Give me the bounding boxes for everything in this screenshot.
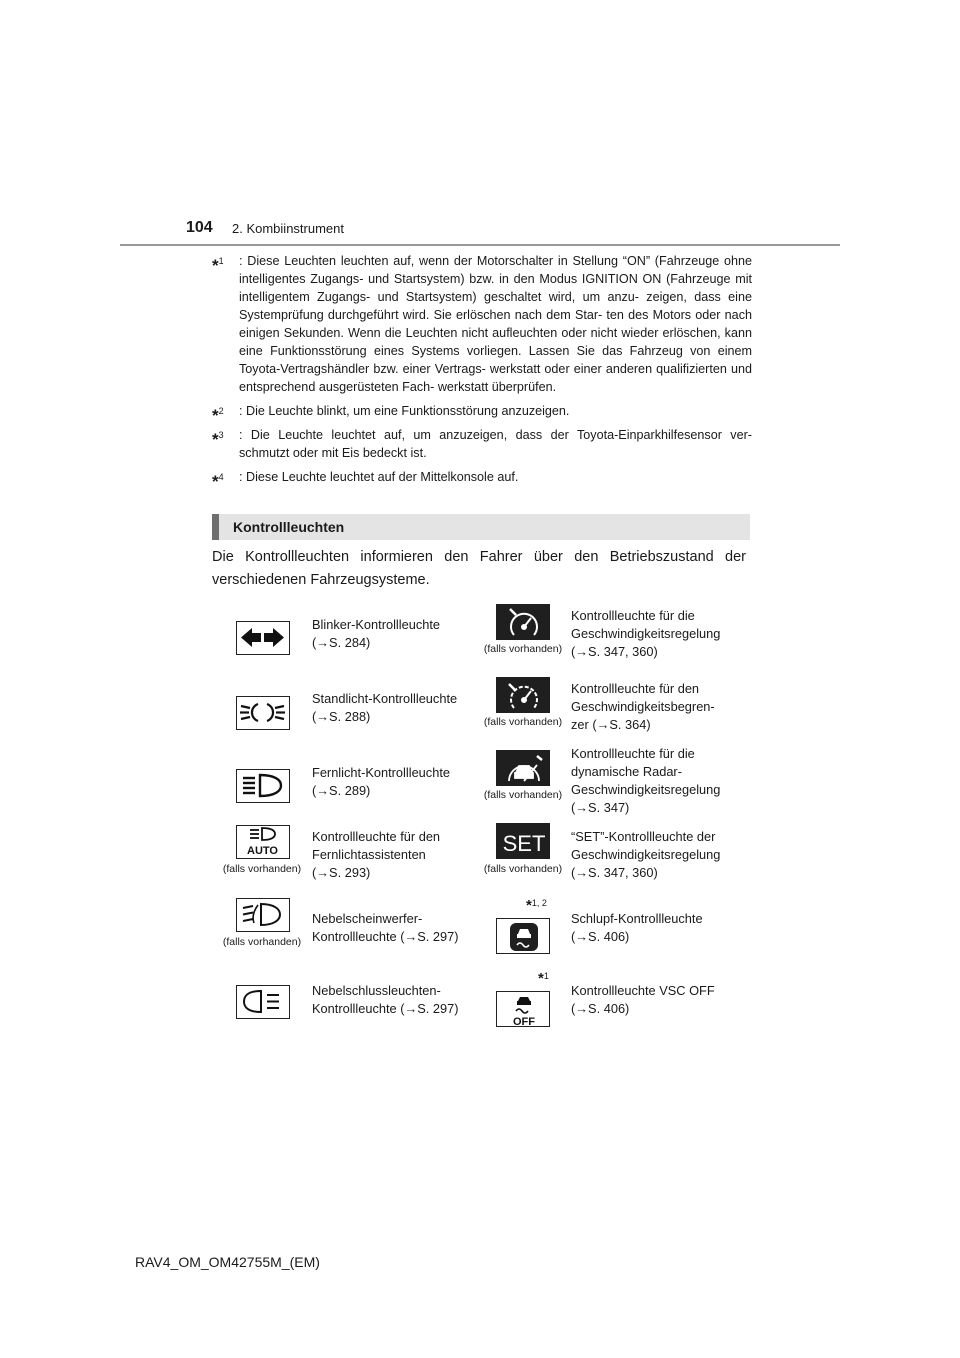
indicator-description: Nebelschlussleuchten- Kontrollleuchte (→S. 297) xyxy=(312,983,459,1016)
cruise-control-icon xyxy=(496,604,550,640)
document-id: RAV4_OM_OM42755M_(EM) xyxy=(135,1254,320,1270)
footnote-3 xyxy=(212,426,752,462)
availability-note: (falls vorhanden) xyxy=(222,936,302,948)
footnote-number: 2 xyxy=(218,406,224,416)
indicator-description: Fernlicht-Kontrollleuchte (→S. 289) xyxy=(312,765,450,798)
off-label: OFF xyxy=(513,1016,535,1028)
footnote-star: * xyxy=(212,430,219,449)
indicator-description: Schlupf-Kontrollleuchte (→S. 406) xyxy=(571,911,703,944)
tail-light-icon xyxy=(236,696,290,730)
footnote-2 xyxy=(212,402,752,425)
footnote-number: 4 xyxy=(218,472,224,482)
page-number: 104 xyxy=(186,219,213,236)
availability-note: (falls vorhanden) xyxy=(483,789,563,801)
indicator-description: Standlicht-Kontrollleuchte (→S. 288) xyxy=(312,691,458,724)
footnote-text: : Diese Leuchten leuchten auf, wenn der Motorschalter in Stellung “ON” (Fahrzeuge ohne intelligentes Zugangs- und Startsystem) bzw. in den Modus IGNITION ON (Fahrzeuge mit intelligentem Zugangs- und Startsystem) geschaltet wird, um anzu- zeigen, dass eine Systemprüfung durchgeführt wird. Sie erlöschen nach dem Star- ten des Motors oder nach einigen Sekunden. Wenn die Leuchten nicht aufleuchten oder nicht wieder erlöschen, kann eine Funktionsstörung eines Systems vorliegen. Lassen Sie das Fahrzeug von einem Toyota-Vertragshändler bzw. einer Vertrags- werkstatt oder einer anderen qualifizierten und entsprechend ausgerüsteten Fach- werkstatt überprüfen. xyxy=(239,254,752,394)
indicator-description: Blinker-Kontrollleuchte (→S. 284) xyxy=(312,617,441,650)
indicator-description: “SET”-Kontrollleuchte der Geschwindigkeitsregelung (→S. 347, 360) xyxy=(571,829,721,880)
footnote-text: : Die Leuchte blinkt, um eine Funktionsstörung anzuzeigen. xyxy=(239,404,570,418)
footnote-number: 3 xyxy=(218,430,224,440)
availability-note: (falls vorhanden) xyxy=(483,716,563,728)
auto-label: AUTO xyxy=(247,845,278,857)
slip-indicator-icon xyxy=(496,918,550,954)
indicator-description: Nebelscheinwerfer- Kontrollleuchte (→S. 297) xyxy=(312,911,459,944)
rear-fog-light-icon xyxy=(236,985,290,1019)
availability-note: (falls vorhanden) xyxy=(222,863,302,875)
availability-note: (falls vorhanden) xyxy=(483,643,563,655)
indicator-description: Kontrollleuchte VSC OFF (→S. 406) xyxy=(571,983,715,1016)
section-heading-bar xyxy=(212,514,750,540)
front-fog-light-icon xyxy=(236,898,290,932)
footnote-reference: *$^1$ xyxy=(538,970,549,987)
section-title: Kontrollleuchten xyxy=(233,519,345,535)
footnote-text: : Diese Leuchte leuchtet auf der Mittelkonsole auf. xyxy=(239,470,519,484)
footnote-1 xyxy=(212,252,752,396)
footnote-4 xyxy=(212,468,752,491)
indicator-description: Kontrollleuchte für die dynamische Radar- Geschwindigkeitsregelung (→S. 347) xyxy=(571,746,721,815)
vsc-off-icon xyxy=(496,991,550,1027)
indicator-description: Kontrollleuchte für den Geschwindigkeitsbegren- zer (→S. 364) xyxy=(571,681,715,732)
high-beam-icon xyxy=(236,769,290,803)
footnote-number: 1 xyxy=(218,256,224,266)
header-rule xyxy=(120,244,840,246)
radar-cruise-icon xyxy=(496,750,550,786)
footnote-star: * xyxy=(212,406,219,425)
speed-limiter-icon xyxy=(496,677,550,713)
footnote-text: : Die Leuchte leuchtet auf, um anzuzeigen, dass der Toyota-Einparkhilfesensor ver- schmutzt oder mit Eis bedeckt ist. xyxy=(239,428,752,460)
turn-signal-arrows-icon xyxy=(236,621,290,655)
section-intro: Die Kontrollleuchten informieren den Fahrer über den Betriebszustand der verschiedenen Fahrzeugsysteme. xyxy=(212,549,746,588)
set-label: SET xyxy=(502,831,546,856)
footnote-star: * xyxy=(212,472,219,491)
set-indicator-icon xyxy=(496,823,550,859)
footnote-star: * xyxy=(212,256,219,275)
chapter-title: 2. Kombiinstrument xyxy=(232,221,344,236)
indicator-description: Kontrollleuchte für den Fernlichtassistenten (→S. 293) xyxy=(312,829,441,880)
footnote-reference: *$^{1, 2}$ xyxy=(526,897,547,914)
indicator-description: Kontrollleuchte für die Geschwindigkeitsregelung (→S. 347, 360) xyxy=(571,608,721,659)
auto-high-beam-icon xyxy=(236,825,290,859)
availability-note: (falls vorhanden) xyxy=(483,863,563,875)
footnotes xyxy=(212,252,752,492)
